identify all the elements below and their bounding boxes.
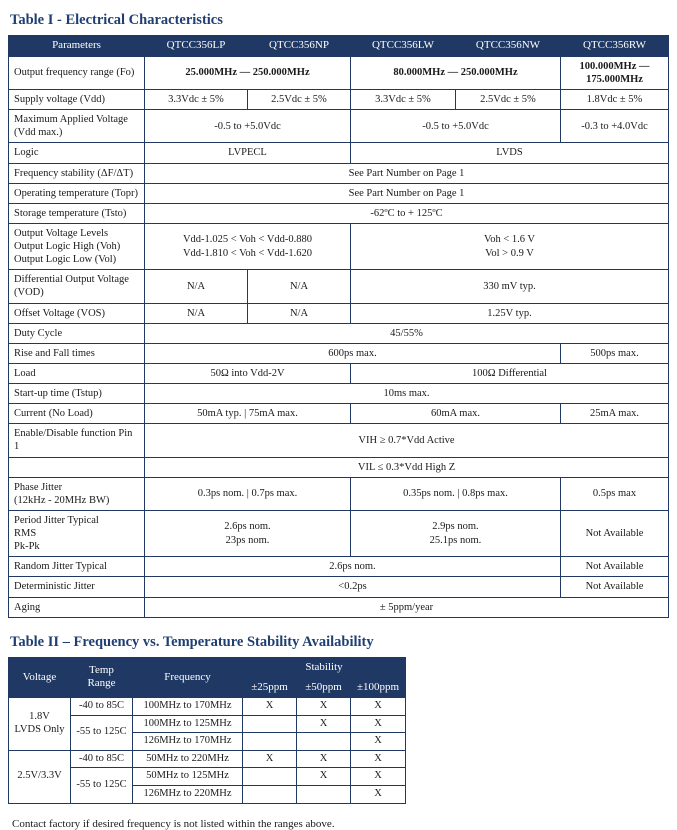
parameter-value: VIH ≥ 0.7*Vdd Active bbox=[145, 424, 669, 457]
stability-s50-cell bbox=[297, 785, 351, 803]
table-row bbox=[9, 163, 669, 183]
parameter-value: 0.35ps nom. | 0.8ps max. bbox=[351, 477, 561, 510]
parameter-value: Not Available bbox=[561, 510, 669, 556]
table-row bbox=[9, 698, 406, 716]
parameter-value: 50Ω into Vdd-2V bbox=[145, 363, 351, 383]
frequency-cell: 50MHz to 220MHz bbox=[133, 750, 243, 768]
parameter-value: Vdd-1.025 < Voh < Vdd-0.880 Vdd-1.810 < Voh < Vdd-1.620 bbox=[145, 223, 351, 269]
temp-range-cell: -40 to 85C bbox=[71, 750, 133, 768]
table2-col-frequency: Frequency bbox=[133, 657, 243, 697]
parameter-value: 0.5ps max bbox=[561, 477, 669, 510]
parameter-value: 2.6ps nom. bbox=[145, 557, 561, 577]
frequency-cell: 100MHz to 125MHz bbox=[133, 715, 243, 733]
parameter-value: LVPECL bbox=[145, 143, 351, 163]
parameter-value: 2.5Vdc ± 5% bbox=[248, 90, 351, 110]
stability-s100-cell: X bbox=[351, 698, 406, 716]
parameter-label: Duty Cycle bbox=[9, 323, 145, 343]
table-row bbox=[9, 404, 669, 424]
parameter-value: -0.3 to +4.0Vdc bbox=[561, 110, 669, 143]
parameter-value: 10ms max. bbox=[145, 384, 669, 404]
parameter-value: <0.2ps bbox=[145, 577, 561, 597]
parameter-label: Enable/Disable function Pin 1 bbox=[9, 424, 145, 457]
parameter-value: 80.000MHz — 250.000MHz bbox=[351, 56, 561, 89]
table2-col-voltage: Voltage bbox=[9, 657, 71, 697]
parameter-label: Random Jitter Typical bbox=[9, 557, 145, 577]
parameter-value: N/A bbox=[145, 303, 248, 323]
table2-col-s25: ±25ppm bbox=[243, 677, 297, 697]
table-row bbox=[9, 384, 669, 404]
stability-s50-cell: X bbox=[297, 768, 351, 786]
parameter-label: Period Jitter Typical RMS Pk-Pk bbox=[9, 510, 145, 556]
parameter-value: See Part Number on Page 1 bbox=[145, 183, 669, 203]
table1-col-qtcc356np: QTCC356NP bbox=[248, 36, 351, 57]
stability-s50-cell: X bbox=[297, 750, 351, 768]
table-row bbox=[9, 424, 669, 457]
table-row bbox=[9, 577, 669, 597]
parameter-value: 100.000MHz — 175.000MHz bbox=[561, 56, 669, 89]
parameter-value: Voh < 1.6 V Vol > 0.9 V bbox=[351, 223, 669, 269]
table-row bbox=[9, 323, 669, 343]
table2-col-stability: Stability bbox=[243, 657, 406, 677]
table-row bbox=[9, 750, 406, 768]
frequency-cell: 100MHz to 170MHz bbox=[133, 698, 243, 716]
parameter-label: Logic bbox=[9, 143, 145, 163]
parameter-value: 60mA max. bbox=[351, 404, 561, 424]
stability-s100-cell: X bbox=[351, 750, 406, 768]
table-row bbox=[9, 597, 669, 617]
stability-s25-cell: X bbox=[243, 698, 297, 716]
stability-s25-cell: X bbox=[243, 750, 297, 768]
table2-title: Table II – Frequency vs. Temperature Stability Availability bbox=[10, 633, 374, 650]
table-row bbox=[9, 56, 669, 89]
parameter-value: 2.9ps nom. 25.1ps nom. bbox=[351, 510, 561, 556]
table1-col-qtcc356lw: QTCC356LW bbox=[351, 36, 456, 57]
frequency-cell: 126MHz to 220MHz bbox=[133, 785, 243, 803]
stability-s100-cell: X bbox=[351, 785, 406, 803]
table-row bbox=[9, 457, 669, 477]
parameter-label: Offset Voltage (VOS) bbox=[9, 303, 145, 323]
table2-header-row-1 bbox=[9, 657, 406, 677]
parameter-value: 1.25V typ. bbox=[351, 303, 669, 323]
parameter-value: N/A bbox=[248, 270, 351, 303]
stability-s25-cell bbox=[243, 733, 297, 751]
parameter-value: -0.5 to +5.0Vdc bbox=[145, 110, 351, 143]
parameter-value: -0.5 to +5.0Vdc bbox=[351, 110, 561, 143]
table-row bbox=[9, 203, 669, 223]
parameter-label: Supply voltage (Vdd) bbox=[9, 90, 145, 110]
parameter-value: 45/55% bbox=[145, 323, 669, 343]
parameter-label: Storage temperature (Tsto) bbox=[9, 203, 145, 223]
parameter-value: 25.000MHz — 250.000MHz bbox=[145, 56, 351, 89]
stability-s100-cell: X bbox=[351, 715, 406, 733]
parameter-value: N/A bbox=[145, 270, 248, 303]
table-row bbox=[9, 183, 669, 203]
table2-col-s100: ±100ppm bbox=[351, 677, 406, 697]
stability-s25-cell bbox=[243, 785, 297, 803]
stability-s50-cell: X bbox=[297, 698, 351, 716]
table1-header-row bbox=[9, 36, 669, 57]
parameter-value: 1.8Vdc ± 5% bbox=[561, 90, 669, 110]
parameter-label: Start-up time (Tstup) bbox=[9, 384, 145, 404]
table-row bbox=[9, 363, 669, 383]
parameter-label: Maximum Applied Voltage (Vdd max.) bbox=[9, 110, 145, 143]
parameter-value: Not Available bbox=[561, 577, 669, 597]
table-row bbox=[9, 343, 669, 363]
parameter-value: LVDS bbox=[351, 143, 669, 163]
parameter-value: ± 5ppm/year bbox=[145, 597, 669, 617]
stability-s50-cell bbox=[297, 733, 351, 751]
parameter-value: 3.3Vdc ± 5% bbox=[145, 90, 248, 110]
parameter-label bbox=[9, 457, 145, 477]
parameter-label: Output Voltage Levels Output Logic High (Voh) Output Logic Low (Vol) bbox=[9, 223, 145, 269]
temp-range-cell: -55 to 125C bbox=[71, 768, 133, 803]
parameter-value: 600ps max. bbox=[145, 343, 561, 363]
table-row bbox=[9, 270, 669, 303]
parameter-value: 25mA max. bbox=[561, 404, 669, 424]
frequency-temperature-stability-table bbox=[8, 657, 406, 804]
parameter-value: 2.6ps nom. 23ps nom. bbox=[145, 510, 351, 556]
parameter-label: Load bbox=[9, 363, 145, 383]
parameter-label: Operating temperature (Topr) bbox=[9, 183, 145, 203]
table-row bbox=[9, 510, 669, 556]
parameter-value: 100Ω Differential bbox=[351, 363, 669, 383]
stability-s100-cell: X bbox=[351, 733, 406, 751]
parameter-label: Rise and Fall times bbox=[9, 343, 145, 363]
parameter-label: Differential Output Voltage (VOD) bbox=[9, 270, 145, 303]
table-row bbox=[9, 557, 669, 577]
parameter-label: Deterministic Jitter bbox=[9, 577, 145, 597]
table2-col-s50: ±50ppm bbox=[297, 677, 351, 697]
table-row bbox=[9, 143, 669, 163]
table1-col-qtcc356rw: QTCC356RW bbox=[561, 36, 669, 57]
voltage-cell: 2.5V/3.3V bbox=[9, 750, 71, 803]
parameter-value: Not Available bbox=[561, 557, 669, 577]
frequency-cell: 126MHz to 170MHz bbox=[133, 733, 243, 751]
parameter-value: 500ps max. bbox=[561, 343, 669, 363]
voltage-cell: 1.8V LVDS Only bbox=[9, 698, 71, 751]
temp-range-cell: -55 to 125C bbox=[71, 715, 133, 750]
table2-col-temp_range: Temp Range bbox=[71, 657, 133, 697]
parameter-value: 330 mV typ. bbox=[351, 270, 669, 303]
parameter-label: Aging bbox=[9, 597, 145, 617]
table1-col-qtcc356nw: QTCC356NW bbox=[456, 36, 561, 57]
table1-title: Table I - Electrical Characteristics bbox=[10, 12, 223, 28]
table-row bbox=[9, 303, 669, 323]
parameter-label: Output frequency range (Fo) bbox=[9, 56, 145, 89]
stability-s100-cell: X bbox=[351, 768, 406, 786]
parameter-value: 0.3ps nom. | 0.7ps max. bbox=[145, 477, 351, 510]
frequency-footnote: Contact factory if desired frequency is not listed within the ranges above. bbox=[12, 817, 335, 830]
parameter-value: See Part Number on Page 1 bbox=[145, 163, 669, 183]
temp-range-cell: -40 to 85C bbox=[71, 698, 133, 716]
parameter-value: -62ºC to + 125ºC bbox=[145, 203, 669, 223]
table-row bbox=[9, 223, 669, 269]
table1-col-qtcc356lp: QTCC356LP bbox=[145, 36, 248, 57]
parameter-value: N/A bbox=[248, 303, 351, 323]
table-row bbox=[9, 477, 669, 510]
parameter-label: Current (No Load) bbox=[9, 404, 145, 424]
table-row bbox=[9, 90, 669, 110]
frequency-cell: 50MHz to 125MHz bbox=[133, 768, 243, 786]
stability-s50-cell: X bbox=[297, 715, 351, 733]
parameter-label: Phase Jitter (12kHz - 20MHz BW) bbox=[9, 477, 145, 510]
stability-s25-cell bbox=[243, 768, 297, 786]
table1-col-parameters: Parameters bbox=[9, 36, 145, 57]
parameter-value: 50mA typ. | 75mA max. bbox=[145, 404, 351, 424]
parameter-label: Frequency stability (ΔF/ΔT) bbox=[9, 163, 145, 183]
parameter-value: VIL ≤ 0.3*Vdd High Z bbox=[145, 457, 669, 477]
table-row bbox=[9, 110, 669, 143]
electrical-characteristics-table bbox=[8, 35, 669, 618]
parameter-value: 3.3Vdc ± 5% bbox=[351, 90, 456, 110]
stability-s25-cell bbox=[243, 715, 297, 733]
parameter-value: 2.5Vdc ± 5% bbox=[456, 90, 561, 110]
